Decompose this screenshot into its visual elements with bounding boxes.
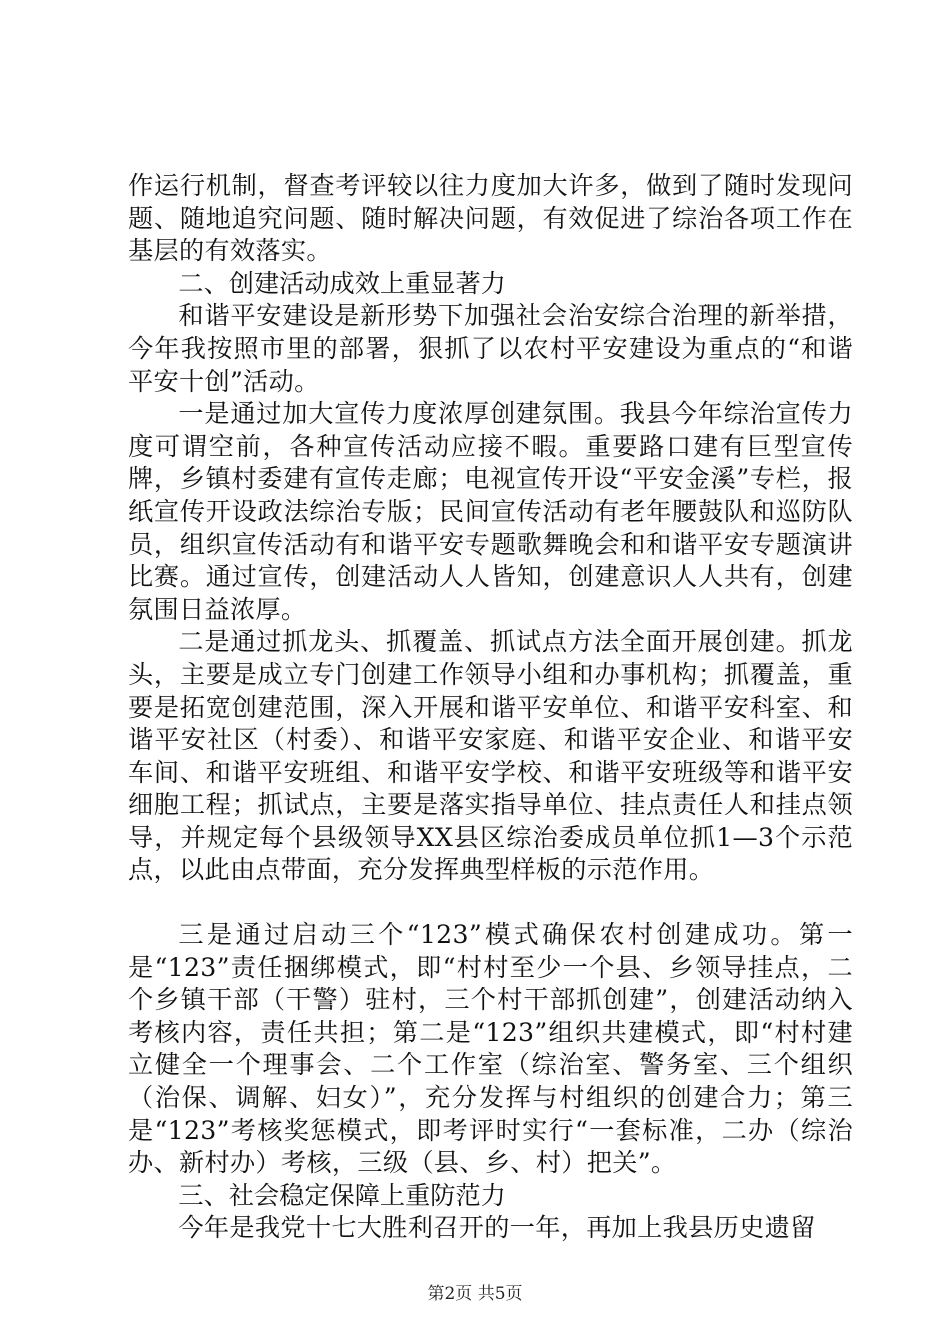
paragraph-harmony-intro: 和谐平安建设是新形势下加强社会治安综合治理的新举措，今年我按照市里的部署，狠抓了以农村平安建设为重点的“和谐平安十创”活动。 bbox=[128, 301, 853, 396]
paragraph-stability: 今年是我党十七大胜利召开的一年，再加上我县历史遗留 bbox=[178, 1213, 816, 1243]
section-heading-3: 三、社会稳定保障上重防范力 bbox=[178, 1180, 506, 1210]
section-heading-2: 二、创建活动成效上重显著力 bbox=[178, 268, 506, 298]
paragraph-continued: 作运行机制，督查考评较以往力度加大许多，做到了随时发现问题、随地追究问题、随时解决问题，有效促进了综治各项工作在基层的有效落实。 bbox=[128, 171, 853, 266]
paragraph-gap bbox=[128, 887, 853, 919]
document-body bbox=[128, 170, 853, 1245]
paragraph-publicity: 一是通过加大宣传力度浓厚创建氛围。我县今年综治宣传力度可谓空前，各种宣传活动应接不暇。重要路口建有巨型宣传牌，乡镇村委建有宣传走廊；电视宣传开设“平安金溪”专栏，报纸宣传开设政法综治专版；民间宣传活动有老年腰鼓队和巡防队员，组织宣传活动有和谐平安专题歌舞晚会和和谐平安专题演讲比赛。通过宣传，创建活动人人皆知，创建意识人人共有，创建氛围日益浓厚。 bbox=[128, 399, 853, 624]
page-number-footer: 第2页 共5页 bbox=[427, 1284, 523, 1304]
paragraph-coverage: 二是通过抓龙头、抓覆盖、抓试点方法全面开展创建。抓龙头，主要是成立专门创建工作领导小组和办事机构；抓覆盖，重要是拓宽创建范围，深入开展和谐平安单位、和谐平安科室、和谐平安社区（村委）、和谐平安家庭、和谐平安企业、和谐平安车间、和谐平安班组、和谐平安学校、和谐平安班级等和谐平安细胞工程；抓试点，主要是落实指导单位、挂点责任人和挂点领导，并规定每个县级领导XX县区综治委成员单位抓1—3个示范点，以此由点带面，充分发挥典型样板的示范作用。 bbox=[128, 627, 853, 885]
paragraph-123-models: 三是通过启动三个“123”模式确保农村创建成功。第一是“123”责任捆绑模式，即“村村至少一个县、乡领导挂点，二个乡镇干部（干警）驻村，三个村干部抓创建”，创建活动纳入考核内容，责任共担；第二是“123”组织共建模式，即“村村建立健全一个理事会、二个工作室（综治室、警务室、三个组织（治保、调解、妇女）”，充分发挥与村组织的创建合力；第三是“123”考核奖惩模式，即考评时实行“一套标准，二办（综治办、新村办）考核，三级（县、乡、村）把关”。 bbox=[128, 920, 853, 1178]
